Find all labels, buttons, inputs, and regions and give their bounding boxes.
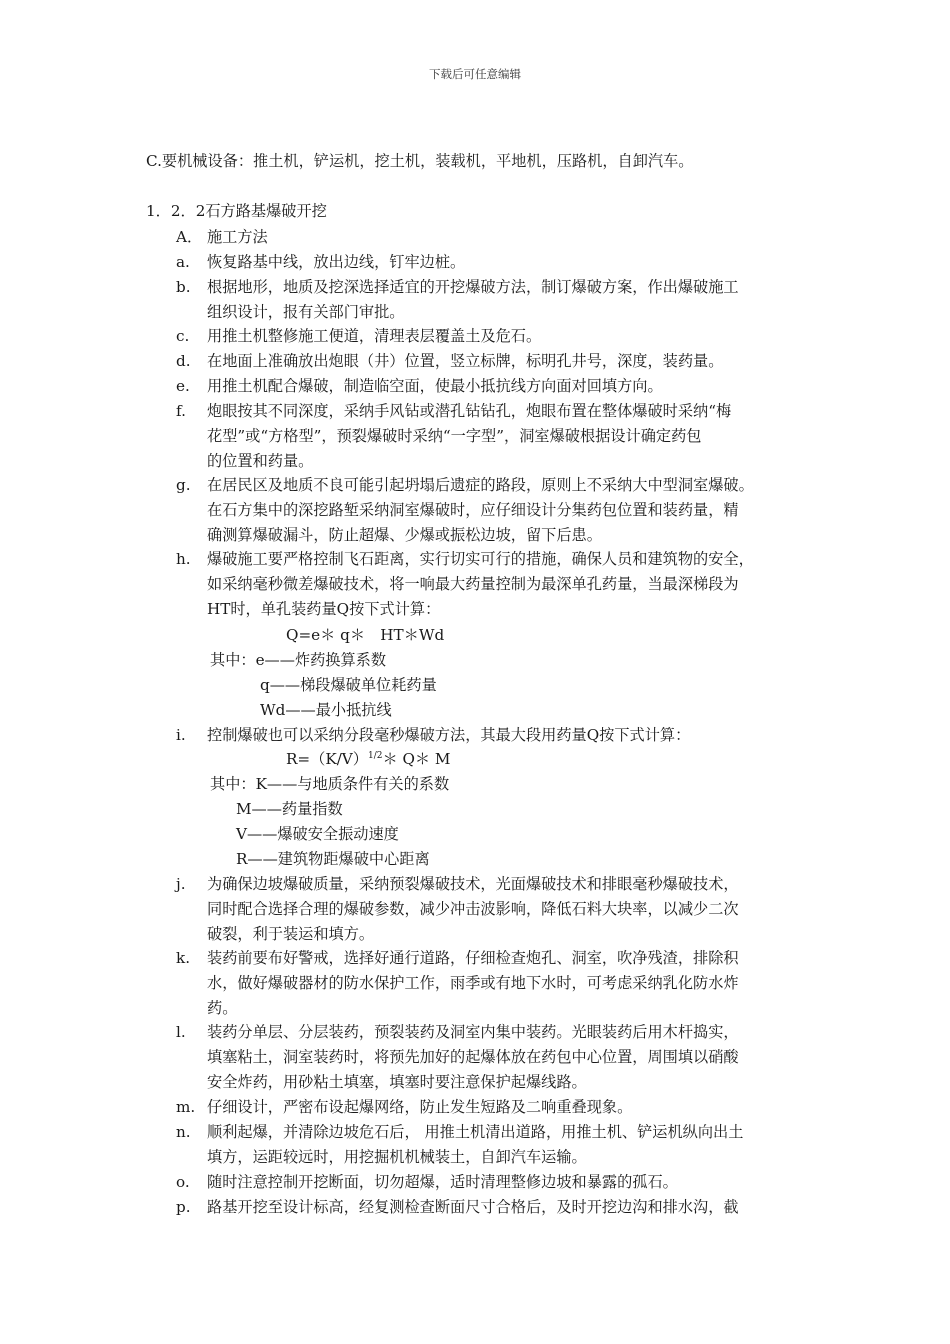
item-marker: l. <box>176 1023 186 1041</box>
item-text-line: 仔细设计，严密布设起爆网络，防止发生短路及二响重叠现象。 <box>207 1098 633 1116</box>
where-v: V——爆破安全振动速度 <box>236 825 399 843</box>
item-text-line: 随时注意控制开挖断面，切勿超爆，适时清理整修边坡和暴露的孤石。 <box>207 1173 678 1191</box>
item-text-line: 的位置和药量。 <box>207 452 314 470</box>
item-text-line: 装药前要布好警戒，选择好通行道路，仔细检查炮孔、洞室，吹净残渣，排除积 <box>207 949 739 967</box>
formula-r <box>286 749 451 769</box>
item-text-line: 路基开挖至设计标高，经复测检查断面尺寸合格后，及时开挖边沟和排水沟，截 <box>207 1198 739 1216</box>
item-text: 控制爆破也可以采纳分段毫秒爆破方法，其最大段用药量Q按下式计算： <box>207 726 691 744</box>
item-text-line: 在居民区及地质不良可能引起坍塌后遗症的路段，原则上不采纳大中型洞室爆破。 <box>207 476 754 494</box>
formula-q: Q=e＊ q＊ HT＊Wd <box>286 626 445 644</box>
item-text-line: 同时配合选择合理的爆破参数，减少冲击波影响，降低石料大块率，以减少二次 <box>207 900 739 918</box>
item-marker: i. <box>176 726 186 744</box>
item-marker: k. <box>176 949 191 967</box>
item-text-line: 水，做好爆破器材的防水保护工作，雨季或有地下水时，可考虑采纳乳化防水炸 <box>207 974 739 992</box>
subsection-heading: A． 施工方法 <box>176 228 268 246</box>
item-marker: c. <box>176 327 190 345</box>
item-text-line: 填方，运距较远时，用挖掘机机械装土，自卸汽车运输。 <box>207 1148 587 1166</box>
item-text-line: 在地面上准确放出炮眼（井）位置，竖立标牌，标明孔井号，深度，装药量。 <box>207 352 724 370</box>
item-marker: a. <box>176 253 190 271</box>
item-text-line: 顺利起爆，并清除边坡危石后， 用推土机清出道路，用推土机、铲运机纵向出土 <box>207 1123 744 1141</box>
item-marker: p. <box>176 1198 191 1216</box>
item-text-line: 破裂，利于装运和填方。 <box>207 925 375 943</box>
item-text-line: 装药分单层、分层装药，预裂装药及洞室内集中装药。光眼装药后用木杆捣实， <box>207 1023 739 1041</box>
section-heading: 1．2．2石方路基爆破开挖 <box>146 202 327 220</box>
item-text-line: 确测算爆破漏斗，防止超爆、少爆或振松边坡，留下后患。 <box>207 526 602 544</box>
item-marker: b. <box>176 278 191 296</box>
item-text-line: 组织设计，报有关部门审批。 <box>207 303 405 321</box>
item-marker: j. <box>176 875 186 893</box>
item-marker: d. <box>176 352 191 370</box>
where-q: q——梯段爆破单位耗药量 <box>260 676 437 694</box>
item-marker: o. <box>176 1173 190 1191</box>
item-marker: m. <box>176 1098 196 1116</box>
item-marker: n. <box>176 1123 191 1141</box>
item-text-line: 填塞粘土，洞室装药时，将预先加好的起爆体放在药包中心位置，周围填以硝酸 <box>207 1048 739 1066</box>
page-header: 下载后可任意编辑 <box>429 67 521 81</box>
item-text-line: 用推土机配合爆破，制造临空面，使最小抵抗线方向面对回填方向。 <box>207 377 663 395</box>
where-r: R——建筑物距爆破中心距离 <box>236 850 430 868</box>
formula-r-left: R=（K/V） <box>286 750 368 768</box>
item-text-line: 炮眼按其不同深度，采纳手风钻或潜孔钻钻孔，炮眼布置在整体爆破时采纳“梅 <box>207 402 732 420</box>
item-text-line: 安全炸药，用砂粘土填塞，填塞时要注意保护起爆线路。 <box>207 1073 587 1091</box>
where-e: 其中：e——炸药换算系数 <box>210 651 387 669</box>
where-k: 其中：K——与地质条件有关的系数 <box>210 775 450 793</box>
item-text-line: 药。 <box>207 999 238 1017</box>
item-text-line: HT时，单孔装药量Q按下式计算： <box>207 600 441 618</box>
equipment-line: C.要机械设备：推土机，铲运机，挖土机，装载机，平地机，压路机，自卸汽车。 <box>146 152 694 170</box>
item-text-line: 花型”或“方格型”，预裂爆破时采纳“一字型”，洞室爆破根据设计确定药包 <box>207 427 702 445</box>
item-text-line: 在石方集中的深挖路堑采纳洞室爆破时，应仔细设计分集药包位置和装药量，精 <box>207 501 739 519</box>
item-text-line: 爆破施工要严格控制飞石距离，实行切实可行的措施，确保人员和建筑物的安全， <box>207 550 754 568</box>
formula-r-right: ＊ Q＊ M <box>382 750 451 768</box>
where-m: M——药量指数 <box>236 800 343 818</box>
item-marker: f. <box>176 402 186 420</box>
item-marker: g. <box>176 476 191 494</box>
item-marker: h. <box>176 550 191 568</box>
item-marker: e. <box>176 377 190 395</box>
item-text-line: 如采纳毫秒微差爆破技术，将一响最大药量控制为最深单孔药量，当最深梯段为 <box>207 575 739 593</box>
where-wd: Wd——最小抵抗线 <box>260 701 392 719</box>
item-text-line: 根据地形，地质及挖深选择适宜的开挖爆破方法，制订爆破方案，作出爆破施工 <box>207 278 739 296</box>
item-text-line: 用推土机整修施工便道，清理表层覆盖土及危石。 <box>207 327 542 345</box>
formula-r-exponent: 1/2 <box>367 751 383 761</box>
item-text-line: 为确保边坡爆破质量，采纳预裂爆破技术，光面爆破技术和排眼毫秒爆破技术， <box>207 875 739 893</box>
item-text-line: 恢复路基中线，放出边线，钉牢边桩。 <box>207 253 466 271</box>
